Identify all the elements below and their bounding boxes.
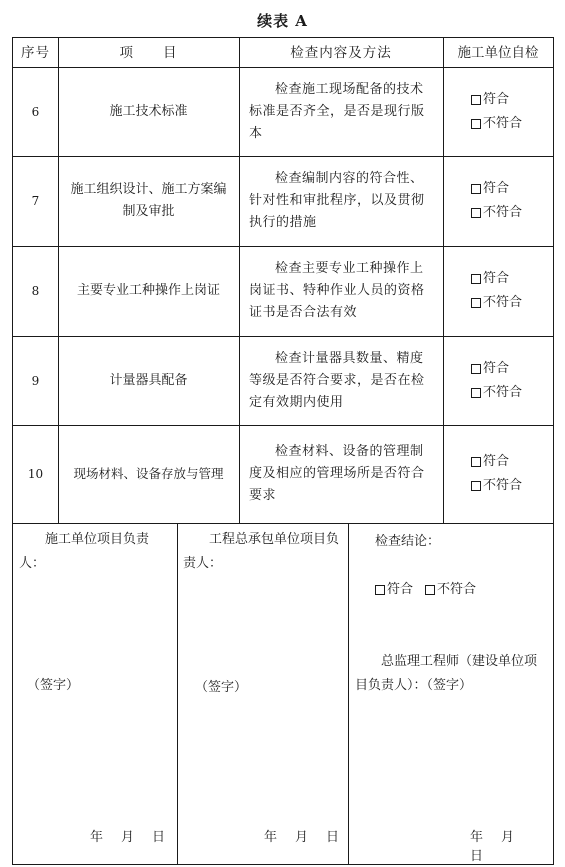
- pass-option[interactable]: 符合: [471, 357, 509, 381]
- fail-checkbox[interactable]: [471, 298, 481, 308]
- pass-checkbox[interactable]: [471, 184, 481, 194]
- supervisor-signature-label[interactable]: 总监理工程师（建设单位项目负责人）：（签字）: [355, 654, 538, 693]
- self-check-options: [443, 336, 553, 425]
- signature-divider: [13, 523, 553, 524]
- conclusion-date[interactable]: 年 月日: [470, 830, 515, 864]
- header-content: 检查内容及方法: [290, 44, 392, 61]
- general-contractor-sign-field[interactable]: （签字）: [195, 680, 248, 695]
- row-number: 8: [31, 284, 40, 298]
- header-self-check: 施工单位自检: [457, 44, 539, 61]
- general-contractor-signature-label: 工程总承包单位项目负责人：: [183, 532, 340, 571]
- signature-col-divider: [177, 523, 178, 864]
- fail-option[interactable]: 不符合: [471, 201, 522, 225]
- fail-checkbox[interactable]: [471, 119, 481, 129]
- fail-option[interactable]: 不符合: [471, 112, 522, 136]
- row-item: 主要专业工种操作上岗证: [76, 283, 220, 298]
- signature-col-divider: [348, 523, 349, 864]
- fail-checkbox[interactable]: [471, 481, 481, 491]
- conclusion-options: [375, 578, 476, 602]
- row-content: 检查计量器具数量、精度等级是否符合要求，是否在检定有效期内使用: [249, 350, 425, 410]
- row-content: 检查编制内容的符合性、针对性和审批程序，以及贯彻执行的措施: [249, 171, 425, 230]
- pass-option[interactable]: 符合: [471, 177, 509, 201]
- conclusion-fail-checkbox[interactable]: [425, 585, 435, 595]
- row-number: 10: [27, 467, 44, 481]
- self-check-options: [443, 156, 553, 246]
- fail-checkbox[interactable]: [471, 208, 481, 218]
- row-number: 9: [31, 373, 40, 388]
- fail-checkbox[interactable]: [471, 388, 481, 398]
- conclusion-label: 检查结论：: [375, 534, 441, 549]
- row-content: 检查施工现场配备的技术标准是否齐全，是否是现行版本: [249, 81, 425, 141]
- conclusion-pass-checkbox[interactable]: [375, 585, 385, 595]
- pass-checkbox[interactable]: [471, 95, 481, 105]
- conclusion-pass-option[interactable]: 符合: [375, 578, 413, 602]
- contractor-signature-label: 施工单位项目负责人：: [19, 532, 150, 571]
- pass-checkbox[interactable]: [471, 364, 481, 374]
- row-item: 施工技术标准: [109, 103, 188, 119]
- row-item: 计量器具配备: [109, 372, 188, 388]
- contractor-sign-field[interactable]: （签字）: [27, 678, 80, 693]
- pass-checkbox[interactable]: [471, 457, 481, 467]
- inspection-table: [12, 37, 554, 865]
- row-number: 7: [31, 194, 40, 208]
- fail-option[interactable]: 不符合: [471, 381, 522, 405]
- pass-option[interactable]: 符合: [471, 88, 509, 112]
- table-title: 续表 A: [257, 12, 308, 30]
- row-item: 施工组织设计、施工方案编制及审批: [70, 182, 227, 219]
- contractor-date[interactable]: 年 月 日: [90, 830, 166, 845]
- row-number: 6: [31, 104, 40, 119]
- self-check-options: [443, 246, 553, 336]
- row-item: 现场材料、设备存放与管理: [73, 466, 224, 481]
- pass-option[interactable]: 符合: [471, 267, 509, 291]
- general-contractor-date[interactable]: 年 月 日: [264, 830, 340, 845]
- pass-checkbox[interactable]: [471, 274, 481, 284]
- header-item: 项 目: [119, 44, 178, 61]
- header-no: 序号: [21, 44, 50, 61]
- fail-option[interactable]: 不符合: [471, 474, 522, 498]
- fail-option[interactable]: 不符合: [471, 291, 522, 315]
- conclusion-fail-option[interactable]: 不符合: [425, 578, 476, 602]
- pass-option[interactable]: 符合: [471, 450, 509, 474]
- row-content: 检查材料、设备的管理制度及相应的管理场所是否符合要求: [249, 444, 425, 503]
- row-content: 检查主要专业工种操作上岗证书、特种作业人员的资格证书是否合法有效: [249, 261, 425, 320]
- self-check-options: [443, 425, 553, 523]
- self-check-options: [443, 67, 553, 156]
